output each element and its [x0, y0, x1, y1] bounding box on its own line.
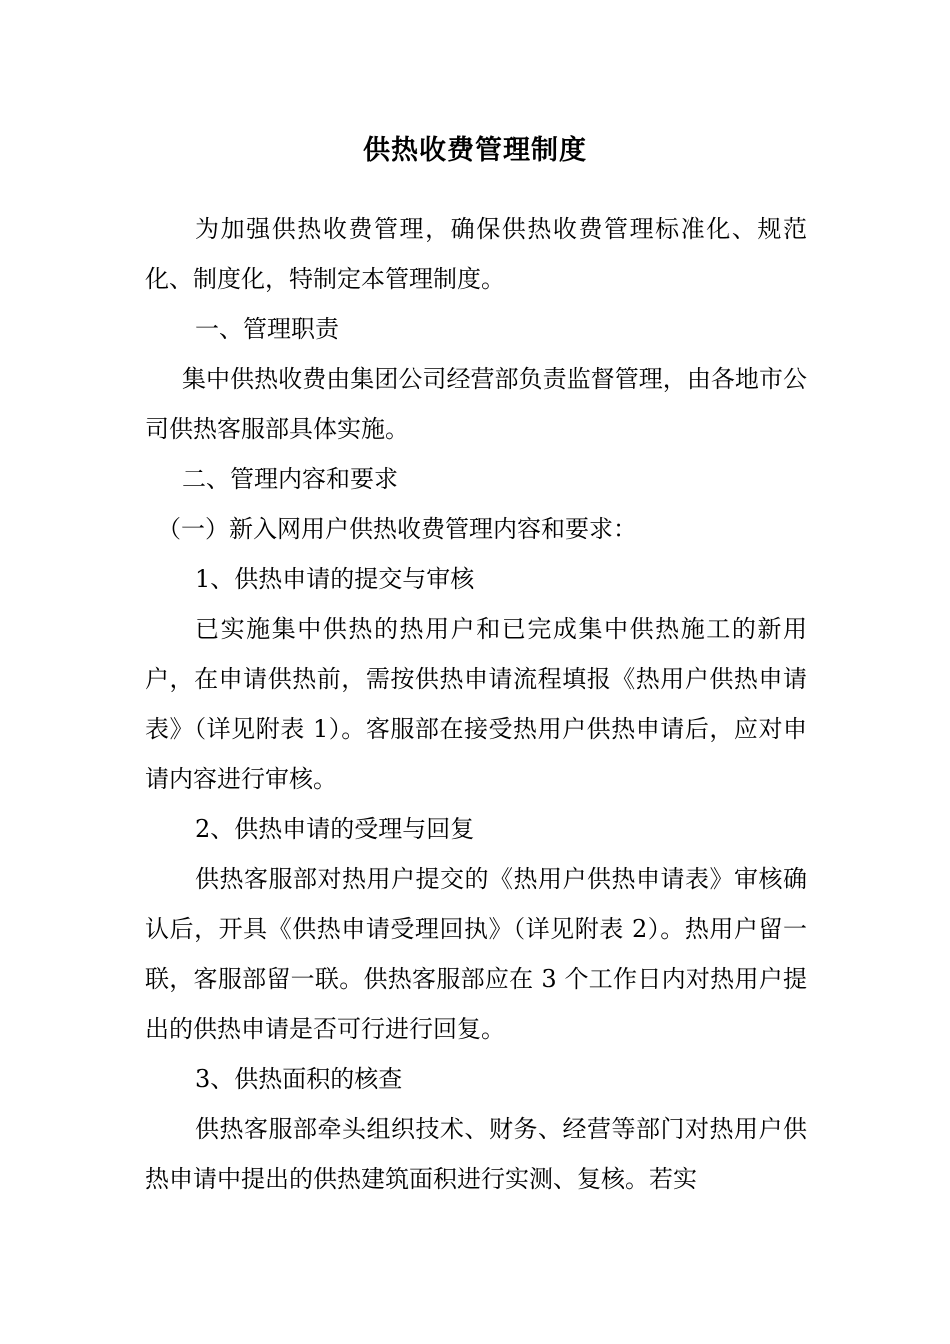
paragraph-application-acceptance: 供热客服部对热用户提交的《热用户供热申请表》审核确认后，开具《供热申请受理回执》（详见附表 2）。热用户留一联，客服部留一联。供热客服部应在 3 个工作日内对热用户提出的供热申请是否可行进行回复。: [145, 865, 807, 1043]
paragraph-application-submission: 已实施集中供热的热用户和已完成集中供热施工的新用户，在申请供热前，需按供热申请流程填报《热用户供热申请表》（详见附表 1）。客服部在接受热用户供热申请后，应对申请内容进行审核。: [145, 615, 807, 793]
heading-management-duties: 一、管理职责: [195, 315, 339, 343]
heading-management-content: 二、管理内容和要求: [182, 465, 398, 493]
heading-application-submission: 1、供热申请的提交与审核: [195, 565, 475, 593]
heading-area-verification: 3、供热面积的核查: [195, 1065, 403, 1093]
document-title: 供热收费管理制度: [363, 135, 587, 166]
document-body: [145, 204, 807, 1204]
paragraph-intro: 为加强供热收费管理，确保供热收费管理标准化、规范化、制度化，特制定本管理制度。: [145, 215, 807, 293]
heading-application-acceptance: 2、供热申请的受理与回复: [195, 815, 475, 843]
heading-new-users: （一）新入网用户供热收费管理内容和要求：: [157, 515, 637, 543]
paragraph-area-verification: 供热客服部牵头组织技术、财务、经营等部门对热用户供热申请中提出的供热建筑面积进行实测、复核。若实: [145, 1115, 807, 1193]
paragraph-duties: 集中供热收费由集团公司经营部负责监督管理，由各地市公司供热客服部具体实施。: [145, 365, 807, 443]
